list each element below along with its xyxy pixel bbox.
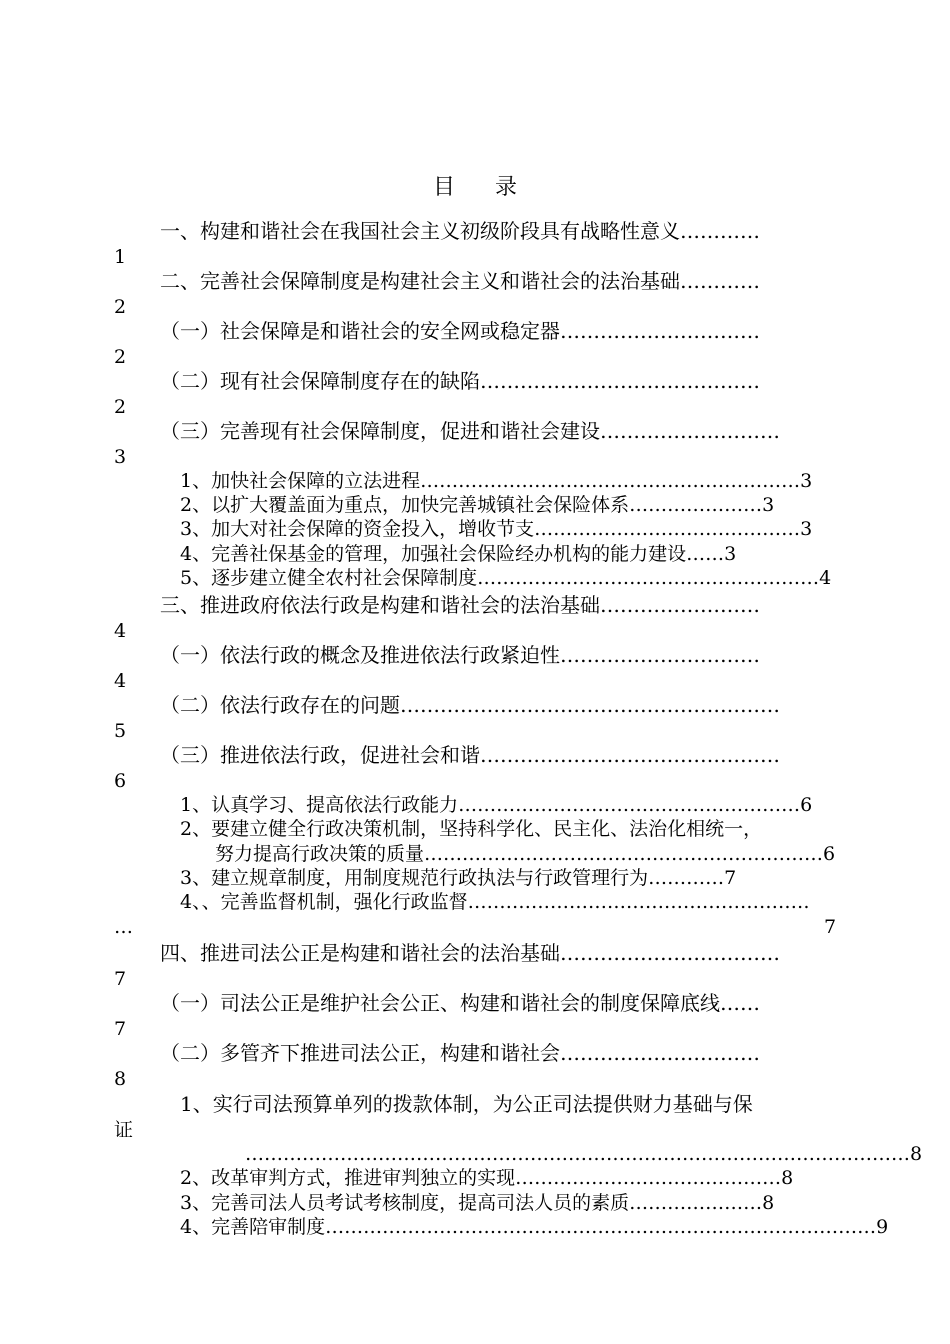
- toc-title-char-2: 录: [495, 175, 518, 200]
- toc-entry-2-3: （三）完善现有社会保障制度，促进和谐社会建设………………………: [160, 419, 780, 443]
- toc-entry-3-3-4-page: 7: [824, 916, 837, 938]
- toc-entry-3-3-page: 6: [114, 770, 127, 792]
- toc-entry-3: 三、推进政府依法行政是构建和谐社会的法治基础……………………: [160, 593, 760, 617]
- toc-entry-2-2-page: 2: [114, 396, 127, 418]
- toc-entry-2-2: （二）现有社会保障制度存在的缺陷……………………………………: [160, 369, 760, 393]
- toc-entry-1-page: 1: [114, 246, 127, 268]
- toc-entry-4-2-2: 2、改革审判方式，推进审判独立的实现……………………………………8: [180, 1167, 794, 1189]
- toc-entry-2-1-page: 2: [114, 346, 127, 368]
- toc-entry-2-page: 2: [114, 296, 127, 318]
- toc-entry-3-3-4-dots: …: [114, 916, 133, 938]
- toc-entry-4-2: （二）多管齐下推进司法公正，构建和谐社会…………………………: [160, 1041, 760, 1065]
- toc-entry-3-2-page: 5: [114, 720, 127, 742]
- toc-title: [0, 170, 950, 201]
- toc-entry-4-1: （一）司法公正是维护社会公正、构建和谐社会的制度保障底线……: [160, 991, 760, 1015]
- toc-entry-4-2-1-wrap: 证: [114, 1119, 134, 1141]
- toc-entry-3-3-2: 2、要建立健全行政决策机制，坚持科学化、民主化、法治化相统一，: [180, 818, 763, 840]
- toc-entry-4: 四、推进司法公正是构建和谐社会的法治基础……………………………: [160, 941, 780, 965]
- toc-entry-4-2-3: 3、完善司法人员考试考核制度，提高司法人员的素质…………………8: [180, 1192, 775, 1214]
- toc-entry-4-2-1: 1、实行司法预算单列的拨款体制，为公正司法提供财力基础与保: [180, 1092, 753, 1116]
- toc-entry-1: 一、构建和谐社会在我国社会主义初级阶段具有战略性意义…………: [160, 219, 760, 243]
- toc-entry-2-3-5: 5、逐步建立健全农村社会保障制度………………………………………………4: [180, 567, 832, 589]
- toc-entry-4-1-page: 7: [114, 1018, 127, 1040]
- toc-entry-2: 二、完善社会保障制度是构建社会主义和谐社会的法治基础…………: [160, 269, 760, 293]
- toc-entry-3-3-4: 4、、完善监督机制，强化行政监督………………………………………………: [180, 891, 810, 913]
- toc-entry-2-3-page: 3: [114, 446, 127, 468]
- toc-entry-3-3: （三）推进依法行政，促进社会和谐………………………………………: [160, 743, 780, 767]
- toc-entry-2-1: （一）社会保障是和谐社会的安全网或稳定器…………………………: [160, 319, 760, 343]
- toc-entry-4-page: 7: [114, 968, 127, 990]
- toc-title-char-1: 目: [432, 175, 455, 200]
- toc-entry-3-3-1: 1、认真学习、提高依法行政能力………………………………………………6: [180, 794, 813, 816]
- toc-entry-2-3-2: 2、以扩大覆盖面为重点，加快完善城镇社会保险体系…………………3: [180, 494, 775, 516]
- toc-entry-3-2: （二）依法行政存在的问题…………………………………………………: [160, 693, 780, 717]
- toc-entry-3-3-2-cont: 努力提高行政决策的质量………………………………………………………6: [215, 843, 836, 865]
- toc-entry-2-3-1: 1、加快社会保障的立法进程……………………………………………………3: [180, 470, 813, 492]
- toc-entry-4-2-1-dots: ……………………………………………………………………………………………8: [245, 1143, 923, 1165]
- toc-entry-4-2-4: 4、完善陪审制度……………………………………………………………………………9: [180, 1216, 889, 1238]
- toc-entry-4-2-page: 8: [114, 1068, 127, 1090]
- toc-entry-3-page: 4: [114, 620, 127, 642]
- toc-entry-2-3-4: 4、完善社保基金的管理，加强社会保险经办机构的能力建设……3: [180, 543, 737, 565]
- toc-entry-3-3-3: 3、建立规章制度，用制度规范行政执法与行政管理行为…………7: [180, 867, 737, 889]
- toc-entry-3-1: （一）依法行政的概念及推进依法行政紧迫性…………………………: [160, 643, 760, 667]
- toc-entry-3-1-page: 4: [114, 670, 127, 692]
- toc-entry-2-3-3: 3、加大对社会保障的资金投入，增收节支……………………………………3: [180, 518, 813, 540]
